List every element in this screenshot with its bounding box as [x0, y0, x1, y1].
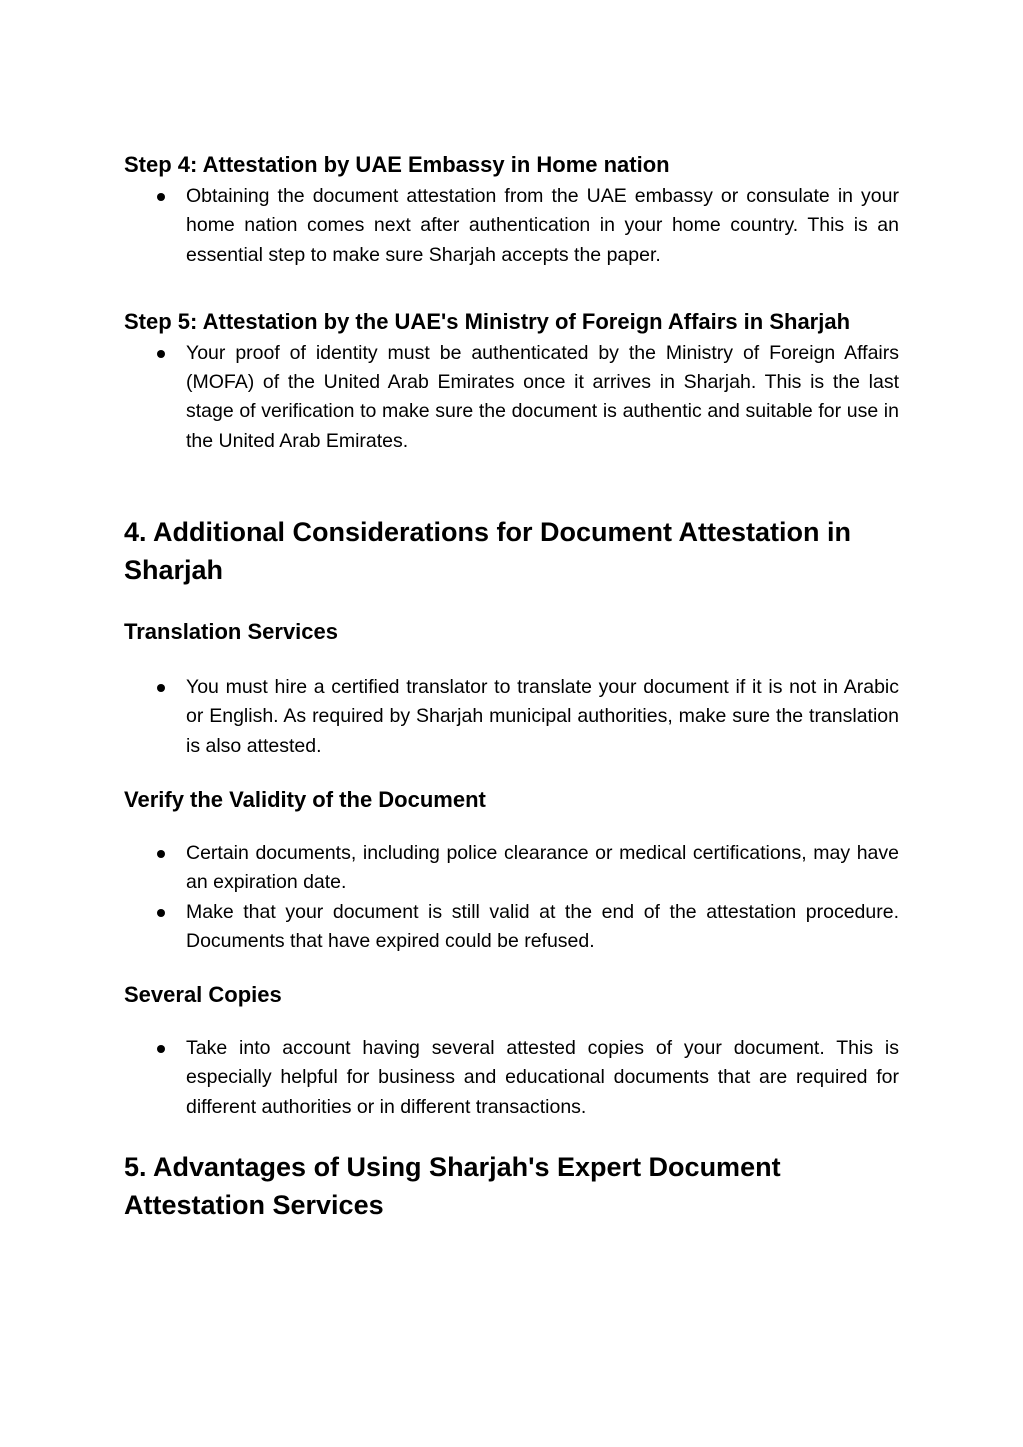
list-item-text: Your proof of identity must be authenticated by the Ministry of Foreign Affairs (MOFA) of the United Arab Emirates once it arrives in Sharjah. This is the last stage of verification to make sure the document is authentic and suitable for use in the United Arab Emirates. [186, 341, 899, 452]
list-item [124, 839, 899, 898]
list-item-text: Make that your document is still valid at the end of the attestation procedure. Documents that have expired could be refused. [186, 900, 899, 952]
section5-heading: 5. Advantages of Using Sharjah's Expert Document Attestation Services [124, 1152, 781, 1221]
list-item-text: Obtaining the document attestation from the UAE embassy or consulate in your home nation comes next after authentication in your home country. This is an essential step to make sure Sharjah accepts the paper. [186, 185, 899, 266]
list-item [124, 339, 899, 456]
bullet-icon [157, 850, 165, 858]
bullet-icon [157, 909, 165, 917]
bullet-icon [157, 193, 165, 201]
step5-heading: Step 5: Attestation by the UAE's Ministry of Foreign Affairs in Sharjah [124, 308, 851, 334]
copies-list [124, 1034, 899, 1122]
bullet-icon [157, 350, 165, 358]
document-page [124, 148, 899, 1224]
translation-heading: Translation Services [124, 619, 338, 645]
list-item-text: You must hire a certified translator to translate your document if it is not in Arabic or English. As required by Sharjah municipal authorities, make sure the translation is also attested. [186, 676, 899, 757]
section4-heading: 4. Additional Considerations for Document Attestation in Sharjah [124, 517, 852, 586]
step4-list [124, 182, 899, 270]
list-item [124, 898, 899, 957]
list-item-text: Take into account having several attested copies of your document. This is especially helpful for business and educational documents that are required for different authorities or in different transactions. [186, 1037, 899, 1118]
list-item [124, 673, 899, 761]
bullet-icon [157, 1045, 165, 1053]
step5-list [124, 339, 899, 456]
validity-list [124, 839, 899, 956]
list-item-text: Certain documents, including police clearance or medical certifications, may have an expiration date. [186, 841, 899, 894]
list-item [124, 182, 899, 270]
translation-list [124, 673, 899, 761]
step4-heading: Step 4: Attestation by UAE Embassy in Home nation [124, 152, 670, 177]
validity-heading: Verify the Validity of the Document [124, 786, 486, 812]
list-item [124, 1034, 899, 1122]
bullet-icon [157, 684, 165, 692]
copies-heading: Several Copies [124, 982, 282, 1008]
